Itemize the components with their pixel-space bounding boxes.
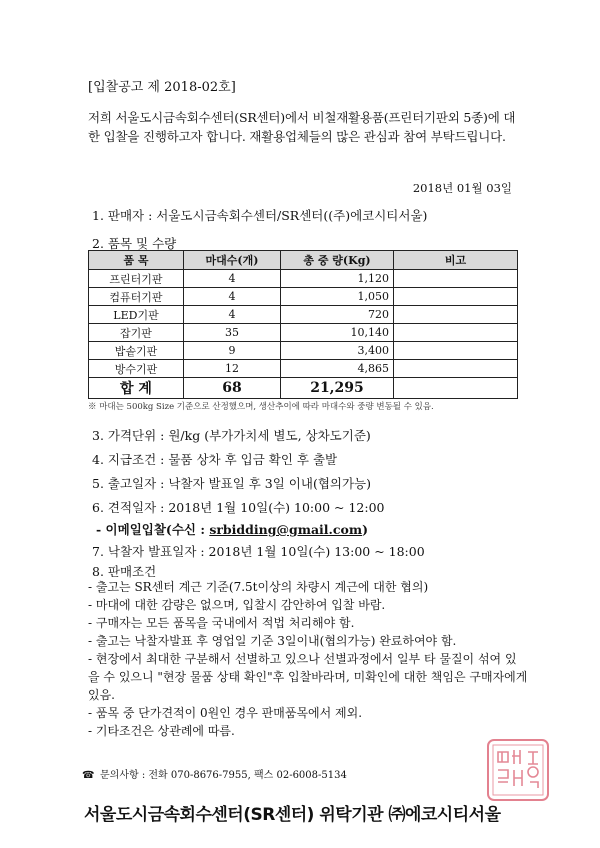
table-header-row <box>89 251 518 270</box>
intro-paragraph: 저희 서울도시금속회수센터(SR센터)에서 비철재활용품(프린터기판외 5종)에 대한 입찰을 진행하고자 합니다. 재활용업체들의 많은 관심과 참여 부탁드립니다. <box>88 110 516 144</box>
company-seal-icon <box>486 738 550 802</box>
email-link[interactable]: srbidding@gmail.com <box>209 522 363 537</box>
row-bags: 35 <box>184 324 281 342</box>
notice-date: 2018년 01월 03일 <box>412 181 512 195</box>
total-note <box>394 378 518 399</box>
condition-item: - 출고는 낙찰자발표 후 영업일 기준 3일이내(협의가능) 완료하여야 함. <box>88 634 457 648</box>
row-bags: 4 <box>184 270 281 288</box>
row-bags: 4 <box>184 306 281 324</box>
row-note <box>394 306 518 324</box>
conditions-heading: 8. 판매조건 <box>92 564 157 579</box>
row-weight: 1,050 <box>281 288 394 306</box>
header-bags: 마대수(개) <box>184 251 281 270</box>
footer-organization: 서울도시금속회수센터(SR센터) 위탁기관 ㈜에코시티서울 <box>84 805 501 825</box>
row-weight: 3,400 <box>281 342 394 360</box>
shipping-line: 5. 출고일자 : 낙찰자 발표일 후 3일 이내(협의가능) <box>92 476 372 491</box>
header-weight: 총 중 량(Kg) <box>281 251 394 270</box>
notice-number: [입찰공고 제 2018-02호] <box>88 80 236 95</box>
table-row <box>89 306 518 324</box>
price-unit-line: 3. 가격단위 : 원/kg (부가가치세 별도, 상차도기준) <box>92 428 371 443</box>
row-weight: 720 <box>281 306 394 324</box>
condition-item: - 구매자는 모든 품목을 국내에서 적법 처리해야 함. <box>88 616 355 630</box>
row-note <box>394 288 518 306</box>
row-bags: 4 <box>184 288 281 306</box>
row-item: 잡기판 <box>89 324 184 342</box>
table-row <box>89 288 518 306</box>
header-note: 비고 <box>394 251 518 270</box>
row-note <box>394 360 518 378</box>
condition-item: - 품목 중 단가견적이 0원인 경우 판매품목에서 제외. <box>88 706 363 720</box>
result-date-line: 7. 낙찰자 발표일자 : 2018년 1월 10일(수) 13:00 ~ 18:00 <box>92 544 425 559</box>
email-bid-line <box>96 520 368 538</box>
row-note <box>394 342 518 360</box>
email-bid-label: - 이메일입찰(수신 : <box>96 522 210 537</box>
table-total-row <box>89 378 518 399</box>
payment-line: 4. 지급조건 : 물품 상차 후 입금 확인 후 출발 <box>92 452 338 467</box>
row-note <box>394 324 518 342</box>
row-item: 방수기판 <box>89 360 184 378</box>
items-heading: 2. 품목 및 수량 <box>92 236 177 251</box>
contact-line <box>82 766 347 781</box>
row-bags: 12 <box>184 360 281 378</box>
quote-date-line: 6. 견적일자 : 2018년 1월 10일(수) 10:00 ~ 12:00 <box>92 500 385 515</box>
table-row <box>89 342 518 360</box>
total-weight: 21,295 <box>281 378 394 399</box>
row-bags: 9 <box>184 342 281 360</box>
row-weight: 4,865 <box>281 360 394 378</box>
total-bags: 68 <box>184 378 281 399</box>
table-row <box>89 270 518 288</box>
items-table <box>88 250 518 399</box>
row-item: 컴퓨터기판 <box>89 288 184 306</box>
row-item: 밥솥기판 <box>89 342 184 360</box>
seller-line: 1. 판매자 : 서울도시금속회수센터/SR센터((주)에코시티서울) <box>92 208 428 223</box>
condition-item: - 현장에서 최대한 구분해서 선별하고 있으나 선별과정에서 일부 타 물질이 섞여 있을 수 있으니 "현장 물품 상태 확인"후 입찰바라며, 미확인에 대한 책임은 구매자에게 있음. <box>88 652 528 702</box>
header-item: 품 목 <box>89 251 184 270</box>
table-row <box>89 324 518 342</box>
row-weight: 1,120 <box>281 270 394 288</box>
conditions-list <box>88 578 528 740</box>
row-weight: 10,140 <box>281 324 394 342</box>
phone-icon: ☎ <box>82 770 95 781</box>
email-bid-close: ) <box>362 522 368 537</box>
condition-item: - 마대에 대한 감량은 없으며, 입찰시 감안하여 입찰 바람. <box>88 598 386 612</box>
table-footnote: ※ 마대는 500kg Size 기준으로 산정했으며, 생산추이에 따라 마대수와 중량 변동될 수 있음. <box>88 402 434 412</box>
condition-item: - 기타조건은 상관례에 따름. <box>88 724 235 738</box>
condition-item: - 출고는 SR센터 계근 기준(7.5t이상의 차량시 계근에 대한 협의) <box>88 580 429 594</box>
contact-text: 문의사항 : 전화 070-8676-7955, 팩스 02-6008-5134 <box>100 770 347 781</box>
table-row <box>89 360 518 378</box>
row-note <box>394 270 518 288</box>
total-label: 합 계 <box>89 378 184 399</box>
row-item: LED기판 <box>89 306 184 324</box>
row-item: 프린터기판 <box>89 270 184 288</box>
